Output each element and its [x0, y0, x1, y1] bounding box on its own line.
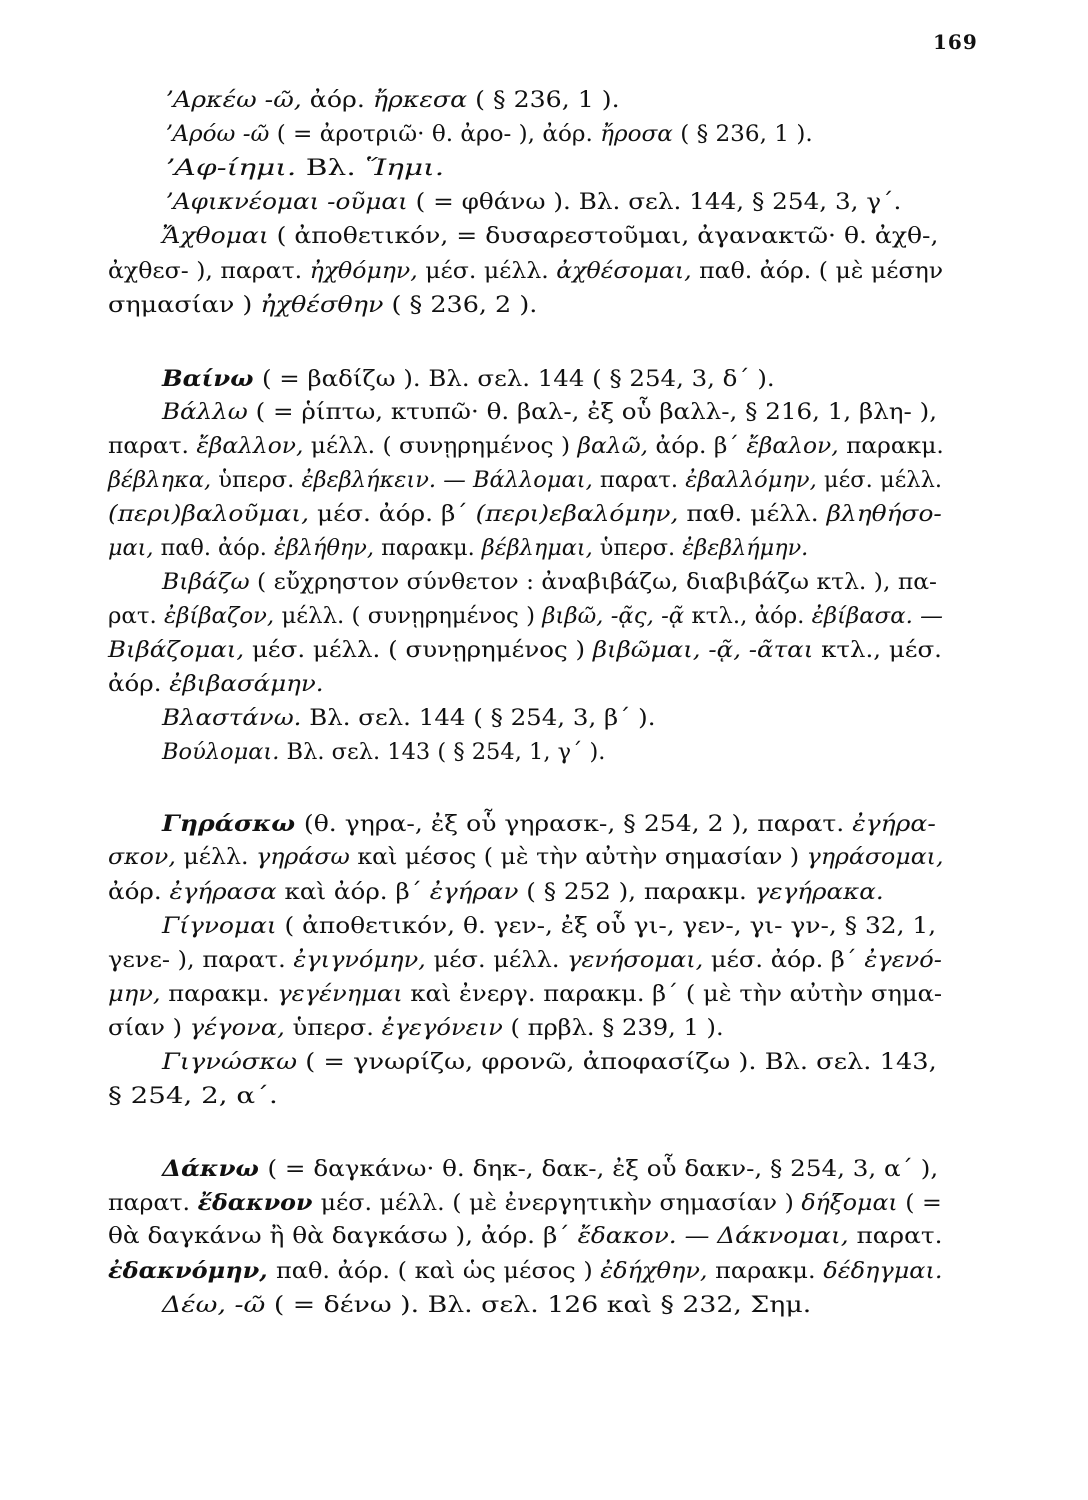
text-span: ἀόρ. [309, 88, 373, 113]
greek-form: ἠχθόμην, [309, 259, 426, 284]
greek-form: βέβλημαι, [481, 536, 600, 561]
text-span: ( = γνωρίζω, φρονῶ, ἀποφασίζω ). Βλ. σελ. 143, [305, 1050, 937, 1075]
greek-form: ἠχθέσθην [260, 293, 392, 318]
text-line [108, 1015, 724, 1043]
text-span: ὑπερσ. [599, 536, 683, 561]
greek-form: ἐβαλλόμην, [685, 468, 824, 493]
text-line [165, 155, 444, 183]
text-line [162, 1292, 811, 1320]
greek-form: δήξομαι [801, 1191, 906, 1216]
text-span: ( = [905, 1191, 942, 1216]
greek-form: ἐγιγνόμην, [293, 948, 434, 973]
text-span: παρακμ. [168, 982, 278, 1007]
greek-form: μαι, [108, 536, 161, 561]
text-line [108, 467, 942, 495]
greek-form: (περι)εβαλόμην, [475, 502, 687, 527]
text-line [108, 844, 943, 872]
greek-form: ʼΑρκέω -ῶ, [165, 88, 310, 113]
greek-form: ἔβαλον, [746, 434, 847, 459]
greek-form: ἐγήραν [429, 880, 527, 905]
text-span: ( § 252 ), παρακμ. [526, 880, 755, 905]
greek-form: ʼΑρόω -ῶ [165, 122, 277, 147]
greek-form: βληθήσο- [826, 502, 942, 527]
greek-form: ἐδήχθην, [600, 1259, 716, 1284]
text-span: ( § 236, 1 ). [680, 122, 813, 147]
text-span: παρατ. [108, 1191, 198, 1216]
greek-form: βαλῶ, [577, 434, 656, 459]
headword: Γηράσκω [162, 811, 304, 837]
text-span: μέλλ. [183, 845, 257, 870]
headword: Δάκνω [162, 1156, 268, 1182]
text-line [162, 569, 937, 597]
greek-form: ἐβεβλήμην. [682, 536, 809, 561]
greek-form: δέδηγμαι. [823, 1259, 943, 1284]
greek-form: γέγονα, [189, 1016, 293, 1041]
text-span: παθ. ἀόρ. ( μὲ μέσην [699, 259, 944, 284]
text-span: παθ. ἀόρ. [160, 536, 274, 561]
greek-form: γηράσω [256, 845, 358, 870]
greek-form: Βούλομαι. [162, 740, 287, 765]
greek-form: Ἄχθομαι [162, 224, 277, 249]
text-span: μέλλ. ( συνῃρημένος ) [281, 604, 543, 629]
greek-form: ἐγήρασα [169, 880, 285, 905]
text-span: ( § 236, 2 ). [391, 293, 538, 318]
text-span: μέλλ. ( συνῃρημένος ) [310, 434, 578, 459]
text-line [108, 292, 537, 320]
text-span: ρατ. [108, 604, 164, 629]
greek-form: γηράσομαι, [806, 845, 944, 870]
text-line [162, 399, 937, 427]
greek-form: ʼΑφικνέομαι -οῦμαι [165, 190, 416, 215]
headword: ἐδακνόμην, [108, 1258, 276, 1284]
text-line [162, 1049, 937, 1077]
greek-form: Δέω, -ῶ [162, 1293, 274, 1318]
text-line [162, 223, 938, 251]
text-span: Βλ. σελ. 144 ( § 254, 3, β΄ ). [309, 706, 656, 731]
text-line [162, 1155, 938, 1184]
text-line [108, 637, 942, 665]
greek-form: ἔδακον. — Δάκνομαι, [577, 1224, 857, 1249]
text-line [108, 1223, 942, 1251]
greek-form: γεγένημαι [277, 982, 411, 1007]
text-span: ( ἀποθετικόν, = δυσαρεστοῦμαι, ἀγανακτῶ· θ. ἀχθ-, [276, 224, 939, 249]
greek-form: ἐβλήθην, [273, 536, 382, 561]
text-line [108, 1257, 943, 1286]
text-span: παρακμ. [846, 434, 944, 459]
text-line [108, 501, 942, 529]
greek-form: ἤρκεσα [372, 88, 476, 113]
text-span: ( εὔχρηστον σύνθετον : ἀναβιβάζω, διαβιβάζω κτλ. ), πα- [256, 570, 937, 595]
text-span: ὑπερσ. [292, 1016, 382, 1041]
text-line [165, 189, 901, 217]
text-span: παρατ. [856, 1224, 943, 1249]
text-span: ἀόρ. [108, 880, 170, 905]
greek-form: γενήσομαι, [567, 948, 711, 973]
greek-form: Γιγνώσκω [162, 1050, 306, 1075]
greek-form: (περι)βαλοῦμαι, [108, 502, 317, 527]
text-span: κτλ., ἀόρ. [691, 604, 812, 629]
page-number: 169 [933, 30, 978, 54]
text-line [108, 879, 884, 907]
text-line [108, 603, 943, 631]
text-span: μέσ. ἀόρ. β΄ [316, 502, 476, 527]
text-span: (θ. γηρα-, ἐξ οὗ γηρασκ-, § 254, 2 ), παρατ. [303, 812, 853, 837]
text-span: ( ἀποθετικόν, θ. γεν-, ἐξ οὗ γι-, γεν-, γι- γν-, § 32, 1, [284, 914, 937, 939]
text-span: ( = ῥίπτω, κτυπῶ· θ. βαλ-, ἐξ οὗ βαλλ-, § 216, 1, βλη- ), [255, 400, 938, 425]
text-line [162, 810, 936, 839]
text-span: ὑπερσ. [218, 468, 302, 493]
greek-form: Βάλλω [162, 400, 256, 425]
text-span: ( = φθάνω ). Βλ. σελ. 144, § 254, 3, γ΄. [415, 190, 902, 215]
greek-form: ʼΑφ-ίημι. [165, 156, 306, 181]
greek-form: ἔβαλλον, [196, 434, 311, 459]
text-span: ( = δαγκάνω· θ. δηκ-, δακ-, ἐξ οὗ δακν-, § 254, 3, α΄ ), [267, 1157, 939, 1182]
text-span: ( § 236, 1 ). [475, 88, 620, 113]
text-line [162, 705, 656, 733]
greek-form: ἐβίβασα. — [811, 604, 943, 629]
text-line [108, 258, 943, 286]
text-span: καὶ ἐνεργ. παρακμ. β΄ ( μὲ τὴν αὐτὴν σημα- [410, 982, 943, 1007]
greek-form: ἐβιβασάμην. [169, 672, 324, 697]
text-span: ἀόρ. [108, 672, 170, 697]
greek-form: Βιβάζω [162, 570, 257, 595]
greek-form: ἐβεβλήκειν. — Βάλλομαι, [301, 468, 600, 493]
greek-form: Βλαστάνω. [162, 706, 310, 731]
text-span: μέσ. μέλλ. [433, 948, 568, 973]
greek-form: ἐγήρα- [852, 812, 936, 837]
text-span: παρακμ. [381, 536, 482, 561]
text-span: ἀχθεσ- ), παρατ. [108, 259, 310, 284]
text-span: μέσ. ἀόρ. β΄ [710, 948, 865, 973]
text-span: ἀόρ. β΄ [655, 434, 747, 459]
text-line [108, 433, 944, 461]
greek-form: ἐβίβαζον, [163, 604, 282, 629]
text-span: καὶ ἀόρ. β΄ [284, 880, 430, 905]
text-span: παρατ. [108, 434, 197, 459]
text-span: παρακμ. [715, 1259, 824, 1284]
text-line [162, 739, 605, 767]
greek-form: ἐγενό- [864, 948, 942, 973]
text-span: ( = βαδίζω ). Βλ. σελ. 144 ( § 254, 3, δ΄ ). [261, 367, 775, 392]
greek-form: Γίγνομαι [162, 914, 285, 939]
text-line [165, 121, 813, 149]
headword: ἔδακνον [197, 1190, 321, 1216]
greek-form: ἤροσα [600, 122, 681, 147]
text-span: Βλ. σελ. 143 ( § 254, 1, γ΄ ). [286, 740, 606, 765]
text-span: καὶ μέσος ( μὲ τὴν αὐτὴν σημασίαν ) [357, 845, 807, 870]
greek-form: γεγήρακα. [754, 880, 884, 905]
text-span: παθ. ἀόρ. ( καὶ ὡς μέσος ) [275, 1259, 601, 1284]
text-span: σημασίαν ) [108, 293, 261, 318]
text-span: Βλ. [305, 156, 366, 181]
greek-form: ἐγεγόνειν [381, 1016, 511, 1041]
text-line [108, 1189, 942, 1218]
text-span: μέσ. μέλλ. ( μὲ ἐνεργητικὴν σημασίαν ) [320, 1191, 802, 1216]
text-span: ( πρβλ. § 239, 1 ). [510, 1016, 724, 1041]
greek-form: βιβῶμαι, -ᾷ, -ᾶται [592, 638, 822, 663]
text-span: παθ. μέλλ. [686, 502, 827, 527]
text-span: σίαν ) [108, 1016, 190, 1041]
greek-form: Ἵημι. [365, 156, 445, 181]
text-span: μέσ. μέλλ. [823, 468, 943, 493]
headword: Βαίνω [162, 366, 262, 392]
greek-form: ἀχθέσομαι, [556, 259, 700, 284]
text-span: γενε- ), παρατ. [108, 948, 294, 973]
text-line [165, 87, 620, 115]
text-line [108, 535, 808, 563]
text-span: μέσ. μέλλ. [425, 259, 557, 284]
greek-form: σκον, [108, 845, 184, 870]
greek-form: βέβληκα, [108, 468, 219, 493]
text-line [108, 671, 324, 699]
text-span: παρατ. [599, 468, 686, 493]
text-span: ( = ἀροτριῶ· θ. ἀρο- ), ἀόρ. [276, 122, 601, 147]
greek-form: Βιβάζομαι, [108, 638, 252, 663]
text-span: μέσ. μέλλ. ( συνῃρημένος ) [251, 638, 593, 663]
text-line [108, 947, 942, 975]
text-span: θὰ δαγκάνω ἢ θὰ δαγκάσω ), ἀόρ. β΄ [108, 1224, 578, 1249]
greek-form: βιβῶ, -ᾷς, -ᾷ [542, 604, 692, 629]
text-span: κτλ., μέσ. [821, 638, 942, 663]
text-span: § 254, 2, α΄. [108, 1084, 278, 1109]
text-span: ( = δένω ). Βλ. σελ. 126 καὶ § 232, Σημ. [273, 1293, 812, 1318]
greek-form: μην, [108, 982, 169, 1007]
text-line [162, 365, 775, 394]
text-line [162, 913, 936, 941]
text-line [108, 981, 942, 1009]
text-line [108, 1083, 278, 1111]
